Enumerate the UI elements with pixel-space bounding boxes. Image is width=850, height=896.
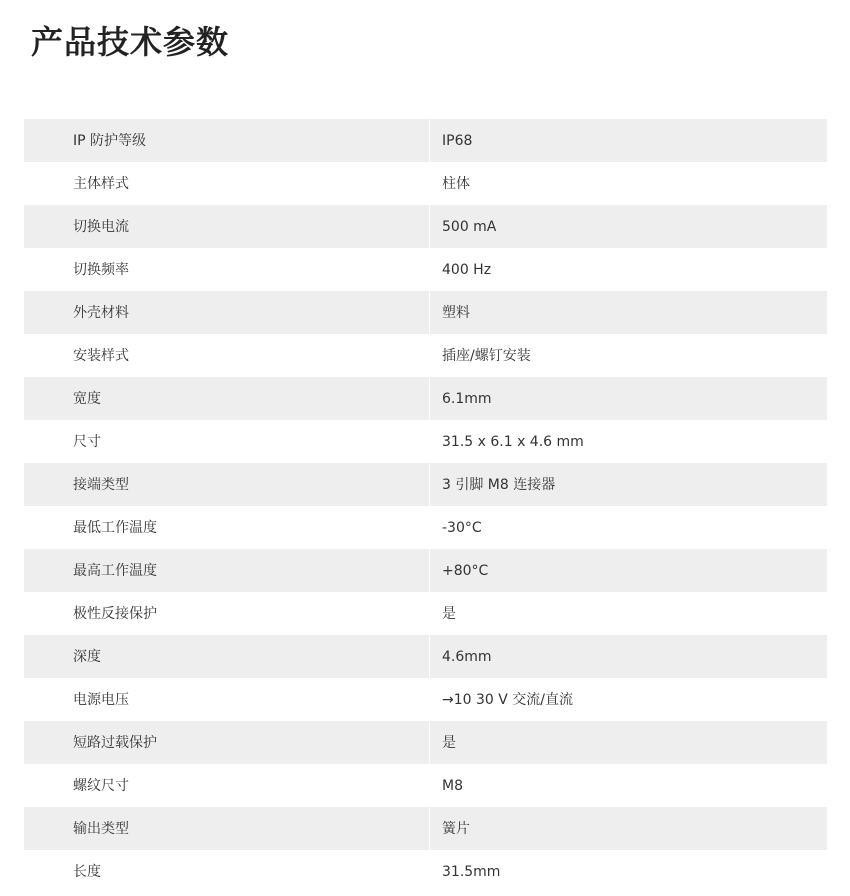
table-row bbox=[24, 463, 827, 506]
spec-label: 切换电流 bbox=[24, 205, 430, 248]
spec-label: 切换频率 bbox=[24, 248, 430, 291]
spec-label: 外壳材料 bbox=[24, 291, 430, 334]
spec-label: 尺寸 bbox=[24, 420, 430, 463]
spec-label: 深度 bbox=[24, 635, 430, 678]
spec-value: 柱体 bbox=[430, 162, 828, 205]
spec-value: 4.6mm bbox=[430, 635, 828, 678]
spec-label: 最高工作温度 bbox=[24, 549, 430, 592]
spec-label: 输出类型 bbox=[24, 807, 430, 850]
table-row bbox=[24, 119, 827, 162]
table-row bbox=[24, 506, 827, 549]
table-row bbox=[24, 592, 827, 635]
spec-label: 最低工作温度 bbox=[24, 506, 430, 549]
table-row bbox=[24, 420, 827, 463]
spec-value: →10 30 V 交流/直流 bbox=[430, 678, 828, 721]
spec-label: 短路过载保护 bbox=[24, 721, 430, 764]
spec-label: 电源电压 bbox=[24, 678, 430, 721]
spec-value: 31.5 x 6.1 x 4.6 mm bbox=[430, 420, 828, 463]
spec-label: 主体样式 bbox=[24, 162, 430, 205]
spec-label: 长度 bbox=[24, 850, 430, 893]
table-row bbox=[24, 850, 827, 893]
spec-value: -30°C bbox=[430, 506, 828, 549]
table-row bbox=[24, 635, 827, 678]
table-row bbox=[24, 678, 827, 721]
spec-value: 3 引脚 M8 连接器 bbox=[430, 463, 828, 506]
table-row bbox=[24, 291, 827, 334]
table-row bbox=[24, 549, 827, 592]
spec-value: M8 bbox=[430, 764, 828, 807]
spec-value: 31.5mm bbox=[430, 850, 828, 893]
spec-value: IP68 bbox=[430, 119, 828, 162]
table-row bbox=[24, 334, 827, 377]
spec-label: 螺纹尺寸 bbox=[24, 764, 430, 807]
spec-label: IP 防护等级 bbox=[24, 119, 430, 162]
spec-value: 插座/螺钉安装 bbox=[430, 334, 828, 377]
spec-table bbox=[24, 119, 827, 893]
table-row bbox=[24, 248, 827, 291]
spec-value: 500 mA bbox=[430, 205, 828, 248]
spec-value: 塑料 bbox=[430, 291, 828, 334]
table-row bbox=[24, 764, 827, 807]
table-row bbox=[24, 162, 827, 205]
table-row bbox=[24, 721, 827, 764]
spec-label: 极性反接保护 bbox=[24, 592, 430, 635]
spec-label: 安装样式 bbox=[24, 334, 430, 377]
table-row bbox=[24, 377, 827, 420]
spec-value: 400 Hz bbox=[430, 248, 828, 291]
spec-value: 是 bbox=[430, 592, 828, 635]
spec-value: +80°C bbox=[430, 549, 828, 592]
table-row bbox=[24, 205, 827, 248]
spec-value: 是 bbox=[430, 721, 828, 764]
page-title: 产品技术参数 bbox=[31, 23, 230, 61]
spec-label: 宽度 bbox=[24, 377, 430, 420]
spec-value: 6.1mm bbox=[430, 377, 828, 420]
spec-value: 簧片 bbox=[430, 807, 828, 850]
table-row bbox=[24, 807, 827, 850]
spec-label: 接端类型 bbox=[24, 463, 430, 506]
